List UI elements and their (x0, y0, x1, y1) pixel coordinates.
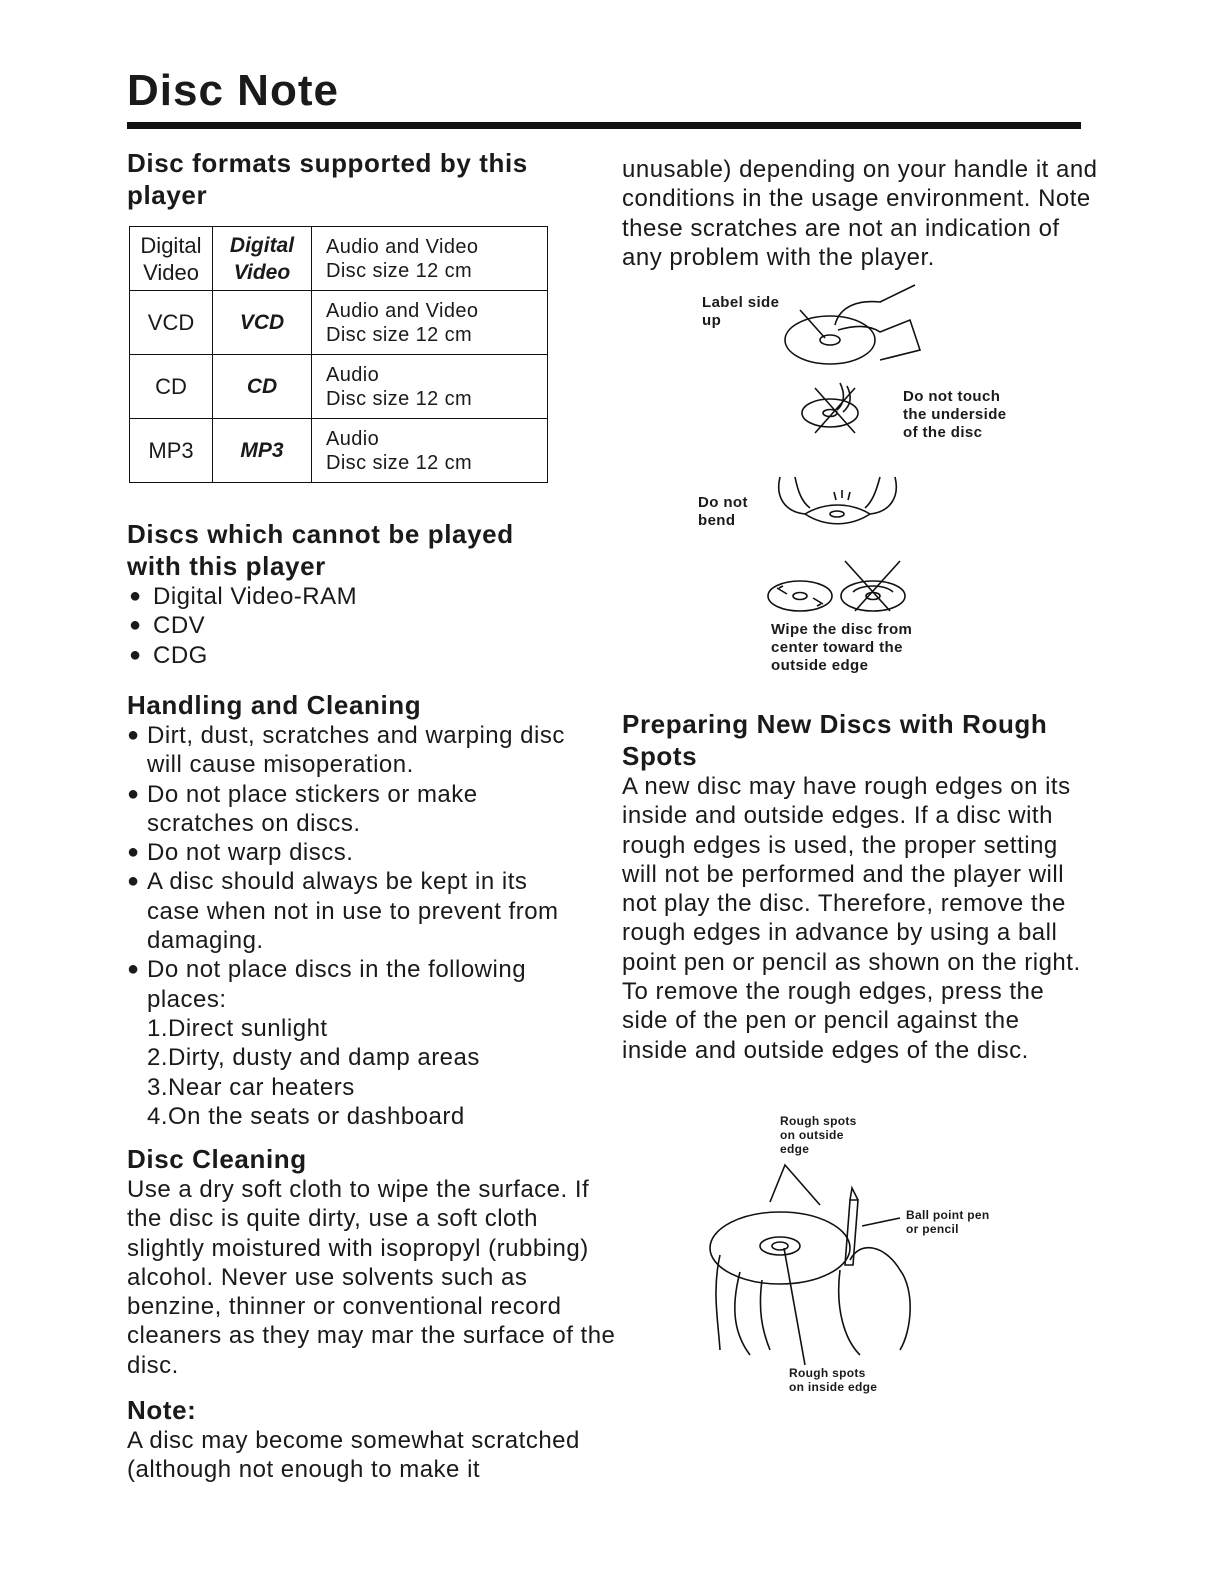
list-item: ● CDV (129, 612, 206, 640)
pen-label: Ball point pen or pencil (906, 1208, 990, 1236)
format-logo: Digital Video (213, 227, 312, 291)
wipe-disc-icon (765, 556, 910, 618)
list-item: ● A disc should always be kept in its case when not in use to prevent from damaging. (127, 868, 559, 955)
note-heading: Note: (127, 1395, 197, 1425)
format-name: Digital Video (130, 227, 213, 291)
rough-outside-label: Rough spots on outside edge (780, 1114, 857, 1156)
format-logo: MP3 (213, 419, 312, 483)
rough-text: A new disc may have rough edges on its inside and outside edges. If a disc with rough edges is used, the proper setting will not be performed and the player will not play the disc. Therefore, remove the rough edges in advance by using a ball point pen or pencil as shown on the right. To remove the rough edges, press the side of the pen or pencil against the inside and outside edges of the disc. (622, 773, 1081, 1064)
no-bend-label: Do not bend (698, 494, 748, 529)
place-item: 2.Dirty, dusty and damp areas (147, 1044, 480, 1072)
cannot-play-heading: Discs which cannot be played with this player (127, 519, 514, 581)
table-row (130, 291, 548, 355)
rough-spots-disc-icon (700, 1160, 930, 1380)
format-name: CD (130, 355, 213, 419)
list-item: ● CDG (129, 641, 208, 669)
format-desc: Audio Disc size 12 cm (312, 355, 548, 419)
cleaning-heading: Disc Cleaning (127, 1144, 307, 1174)
no-touch-disc-icon (785, 378, 885, 448)
no-bend-disc-icon (770, 472, 905, 547)
format-desc: Audio and Video Disc size 12 cm (312, 227, 548, 291)
list-item: ● Dirt, dust, scratches and warping disc will cause misoperation. (127, 722, 565, 779)
no-touch-label: Do not touch the underside of the disc (903, 388, 1007, 441)
format-logo: CD (213, 355, 312, 419)
format-name: VCD (130, 291, 213, 355)
format-desc: Audio and Video Disc size 12 cm (312, 291, 548, 355)
list-item: ● Digital Video-RAM (129, 583, 358, 610)
format-logo: VCD (213, 291, 312, 355)
format-desc: Audio Disc size 12 cm (312, 419, 548, 483)
handling-heading: Handling and Cleaning (127, 690, 422, 720)
list-item: ● Do not place discs in the following places: (127, 956, 527, 1013)
cleaning-text: Use a dry soft cloth to wipe the surface. If the disc is quite dirty, use a soft cloth slightly moistured with isopropyl (rubbing) alcohol. Never use solvents such as benzine, thinner or conventional record cleaners as they may mar the surface of the disc. (127, 1176, 616, 1379)
place-item: 1.Direct sunlight (147, 1014, 328, 1042)
handling-list (127, 721, 587, 1131)
table-row (130, 419, 548, 483)
formats-table (129, 226, 548, 483)
rough-heading: Preparing New Discs with Rough Spots (622, 709, 1048, 771)
place-item: 3.Near car heaters (147, 1073, 355, 1101)
cannot-play-list (127, 582, 587, 670)
rough-inside-label: Rough spots on inside edge (789, 1366, 878, 1394)
wipe-label: Wipe the disc from center toward the outside edge (771, 621, 913, 674)
note-text-right: unusable) depending on your handle it and conditions in the usage environment. Note these scratches are not an indication of any problem with the player. (622, 156, 1098, 271)
label-side-label: Label side up (702, 294, 780, 329)
place-item: 4.On the seats or dashboard (147, 1102, 465, 1130)
label-side-disc-icon (780, 280, 930, 375)
page-title: Disc Note (127, 66, 339, 115)
note-text-left: A disc may become somewhat scratched (although not enough to make it (127, 1427, 580, 1484)
formats-heading: Disc formats supported by this player (127, 148, 528, 210)
title-rule (127, 122, 1081, 129)
table-row (130, 355, 548, 419)
table-row (130, 227, 548, 291)
list-item: ● Do not warp discs. (127, 839, 354, 867)
format-name: MP3 (130, 419, 213, 483)
list-item: ● Do not place stickers or make scratches on discs. (127, 780, 478, 837)
